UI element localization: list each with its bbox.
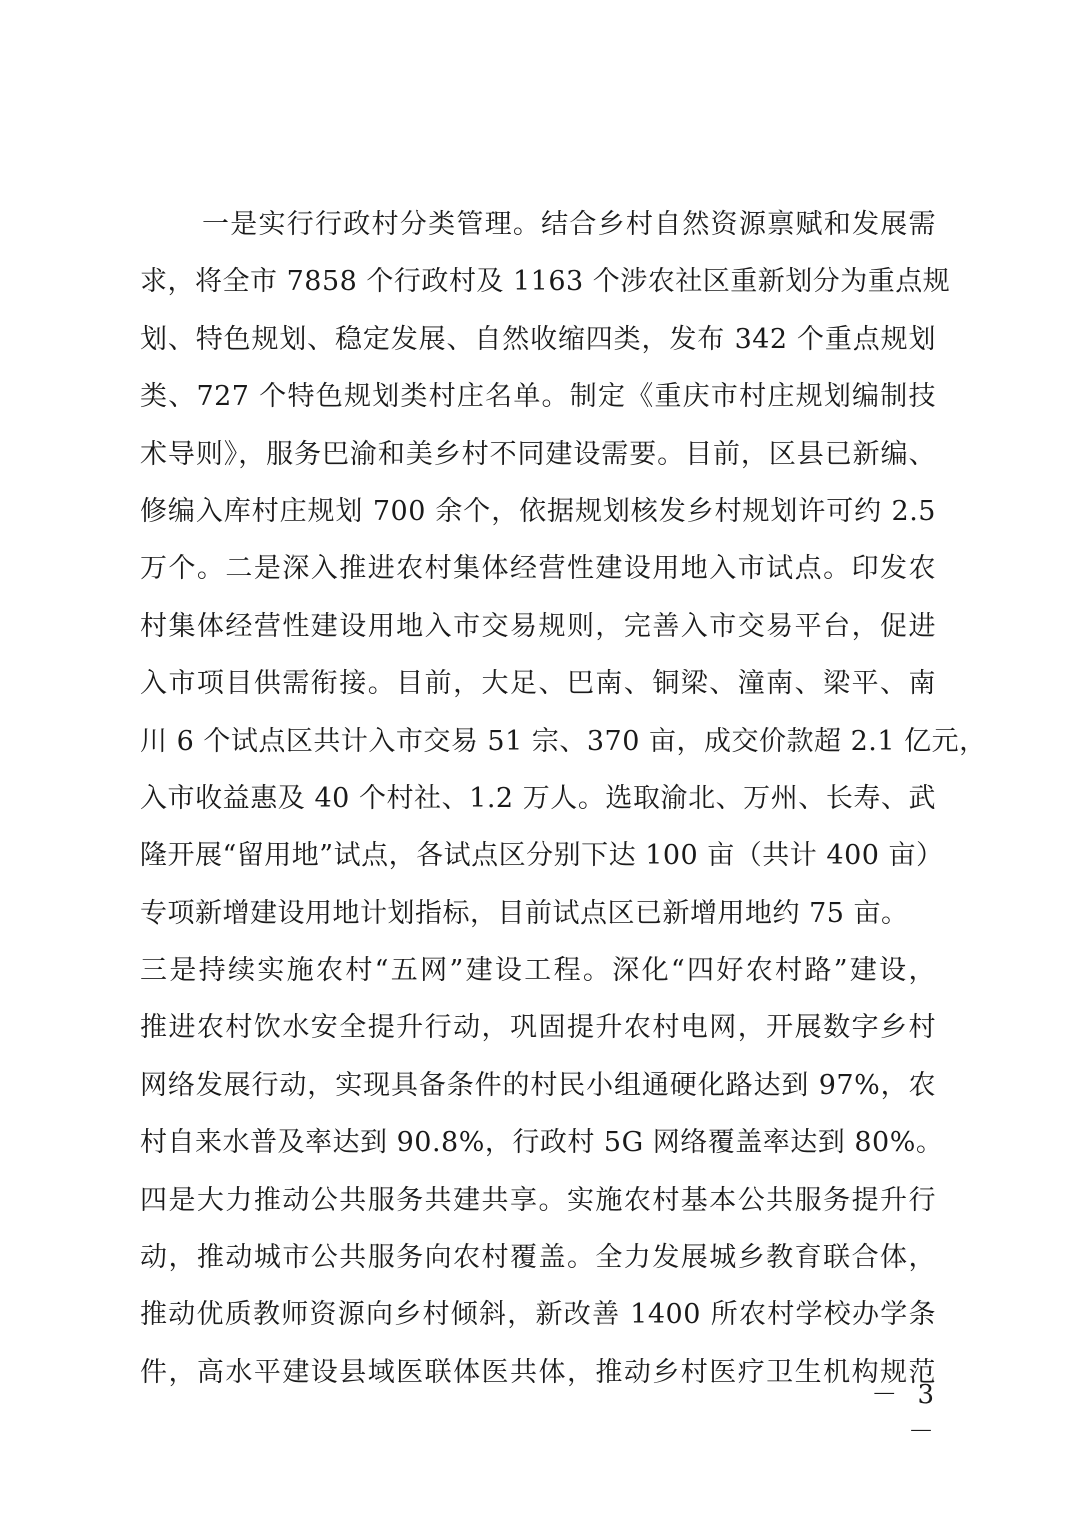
text-line-2: 求，将全市 7858 个行政村及 1163 个涉农社区重新划分为重点规 [140,266,951,298]
text-line-18: 四是大力推动公共服务共建共享。实施农村基本公共服务提升行 [140,1184,936,1216]
text-line-16: 网络发展行动，实现具备条件的村民小组通硬化路达到 97%，农 [140,1069,936,1101]
text-line-12: 隆开展“留用地”试点，各试点区分别下达 100 亩（共计 400 亩） [140,840,944,872]
text-line-11: 入市收益惠及 40 个村社、1.2 万人。选取渝北、万州、长寿、武 [140,782,936,814]
text-line-20: 推动优质教师资源向乡村倾斜，新改善 1400 所农村学校办学条 [140,1299,936,1331]
text-line-3: 划、特色规划、稳定发展、自然收缩四类，发布 342 个重点规划 [140,323,936,355]
text-line-4: 类、727 个特色规划类村庄名单。制定《重庆市村庄规划编制技 [140,381,936,413]
text-line-6: 修编入库村庄规划 700 余个，依据规划核发乡村规划许可约 2.5 [140,495,936,527]
page-number: － 3 － [871,1380,940,1447]
text-line-14: 三是持续实施农村“五网”建设工程。深化“四好农村路”建设， [140,955,936,987]
text-line-9: 入市项目供需衔接。目前，大足、巴南、铜梁、潼南、梁平、南 [140,668,936,700]
text-line-21: 件，高水平建设县域医联体医共体，推动乡村医疗卫生机构规范 [140,1356,936,1388]
text-line-15: 推进农村饮水安全提升行动，巩固提升农村电网，开展数字乡村 [140,1012,936,1044]
text-line-17: 村自来水普及率达到 90.8%，行政村 5G 网络覆盖率达到 80%。 [140,1127,944,1159]
text-line-19: 动，推动城市公共服务向农村覆盖。全力发展城乡教育联合体， [140,1242,936,1274]
text-line-7: 万个。二是深入推进农村集体经营性建设用地入市试点。印发农 [140,553,936,585]
text-line-8: 村集体经营性建设用地入市交易规则，完善入市交易平台，促进 [140,610,936,642]
text-line-10: 川 6 个试点区共计入市交易 51 宗、370 亩，成交价款超 2.1 亿元， [140,725,987,757]
text-line-1: 一是实行行政村分类管理。结合乡村自然资源禀赋和发展需 [202,209,936,240]
text-line-13: 专项新增建设用地计划指标，目前试点区已新增用地约 75 亩。 [140,897,909,929]
text-line-5: 术导则》，服务巴渝和美乡村不同建设需要。目前，区县已新编、 [140,438,936,470]
body-text [140,196,987,1401]
